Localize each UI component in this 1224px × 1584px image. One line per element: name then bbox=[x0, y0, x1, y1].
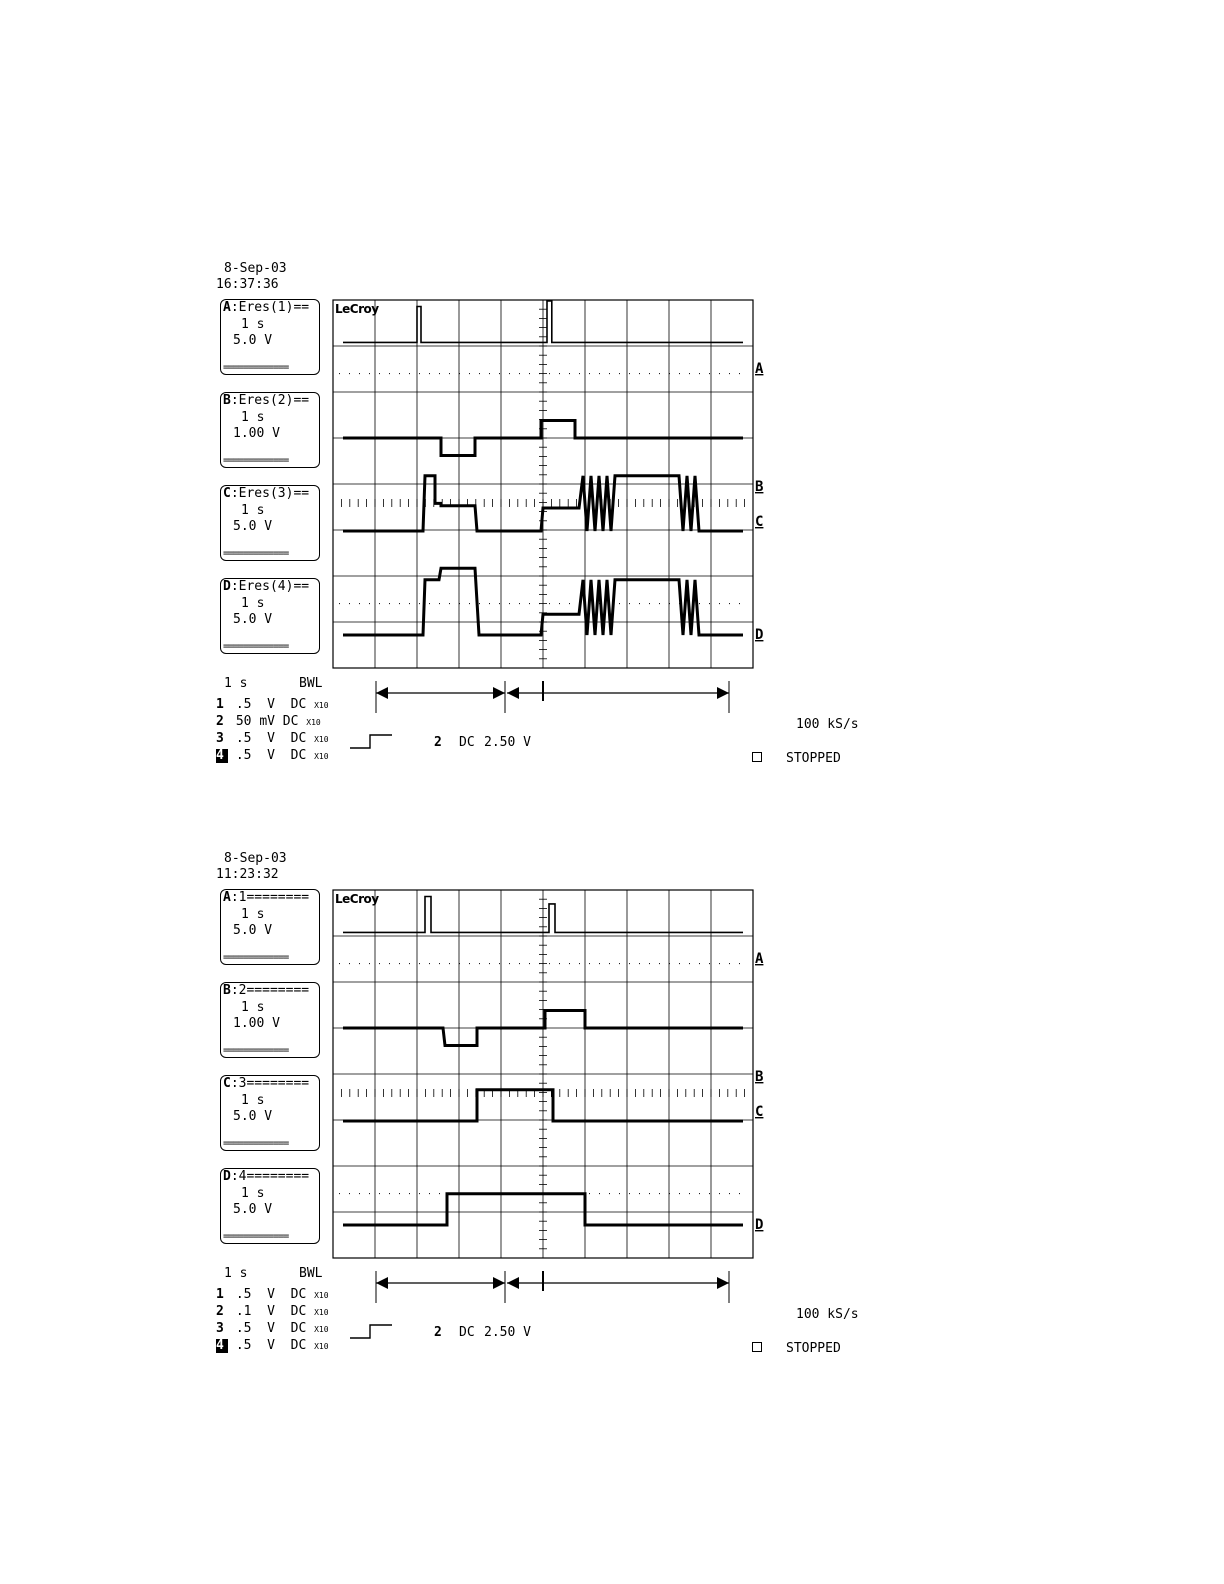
trigger-coupling: DC bbox=[459, 1325, 475, 1340]
trace-title: :2======== bbox=[230, 983, 310, 998]
sample-rate: 100 kS/s bbox=[796, 717, 859, 732]
trigger-edge-icon bbox=[350, 1325, 392, 1338]
status-indicator-icon bbox=[752, 1342, 762, 1352]
cursor-arrow-1-head-right bbox=[493, 1277, 505, 1289]
trace-timebase: 1 s bbox=[241, 907, 265, 922]
trace-id: A bbox=[223, 890, 231, 905]
channel-row-3: 3 .5 V DC X10 bbox=[216, 731, 329, 746]
trace-timebase: 1 s bbox=[241, 503, 265, 518]
trace-marker-c: C bbox=[755, 514, 764, 530]
trace-id: B bbox=[223, 393, 231, 408]
trace-marker-b: B bbox=[755, 1069, 764, 1085]
cursor-arrow-2-head-left bbox=[507, 1277, 519, 1289]
trace-marker-a: A bbox=[755, 361, 764, 377]
trace-id: D bbox=[223, 1169, 231, 1184]
channel-row-1: 1 .5 V DC X10 bbox=[216, 1287, 329, 1302]
trace-marker-b: B bbox=[755, 479, 764, 495]
channel-row-4: 4 .5 V DC X10 bbox=[216, 748, 329, 763]
trigger-channel: 2 bbox=[434, 1325, 442, 1340]
capture-date: 8-Sep-03 bbox=[224, 261, 287, 276]
bwl-readout: BWL bbox=[299, 676, 323, 691]
timebase-readout: 1 s bbox=[224, 676, 248, 691]
acquisition-status: STOPPED bbox=[786, 1341, 841, 1356]
scope-screen bbox=[0, 255, 1224, 795]
trace-title: :1======== bbox=[230, 890, 310, 905]
trace-id: A bbox=[223, 300, 231, 315]
trace-id: D bbox=[223, 579, 231, 594]
trace-marker-a: A bbox=[755, 951, 764, 967]
capture-time: 11:23:32 bbox=[216, 867, 279, 882]
trace-id: B bbox=[223, 983, 231, 998]
trace-timebase: 1 s bbox=[241, 1093, 265, 1108]
trace-marker-d: D bbox=[755, 627, 764, 643]
panel-divider: ============= bbox=[223, 1045, 289, 1056]
channel-row-2: 2 50 mV DC X10 bbox=[216, 714, 321, 729]
panel-divider: ============= bbox=[223, 952, 289, 963]
acquisition-status: STOPPED bbox=[786, 751, 841, 766]
cursor-arrow-2-head-right bbox=[717, 1277, 729, 1289]
timebase-readout: 1 s bbox=[224, 1266, 248, 1281]
capture-time: 16:37:36 bbox=[216, 277, 279, 292]
trace-timebase: 1 s bbox=[241, 410, 265, 425]
trace-scale: 1.00 V bbox=[233, 426, 280, 441]
cursor-arrow-2-head-right bbox=[717, 687, 729, 699]
cursor-arrow-1-head-right bbox=[493, 687, 505, 699]
cursor-arrow-1-head-left bbox=[376, 1277, 388, 1289]
trace-title: :Eres(2)== bbox=[230, 393, 310, 408]
trigger-channel: 2 bbox=[434, 735, 442, 750]
sample-rate: 100 kS/s bbox=[796, 1307, 859, 1322]
trace-title: :Eres(1)== bbox=[230, 300, 310, 315]
scope-screen bbox=[0, 845, 1224, 1385]
scope-capture-2 bbox=[0, 845, 1224, 1385]
trigger-coupling: DC bbox=[459, 735, 475, 750]
trace-scale: 5.0 V bbox=[233, 612, 273, 627]
trace-scale: 5.0 V bbox=[233, 519, 273, 534]
trigger-level: 2.50 V bbox=[484, 735, 531, 750]
trace-title: :Eres(4)== bbox=[230, 579, 310, 594]
panel-divider: ============= bbox=[223, 1231, 289, 1242]
scope-capture-1 bbox=[0, 255, 1224, 795]
channel-row-4: 4 .5 V DC X10 bbox=[216, 1338, 329, 1353]
trace-marker-d: D bbox=[755, 1217, 764, 1233]
trigger-edge-icon bbox=[350, 735, 392, 748]
trace-scale: 5.0 V bbox=[233, 1109, 273, 1124]
capture-date: 8-Sep-03 bbox=[224, 851, 287, 866]
trace-scale: 5.0 V bbox=[233, 1202, 273, 1217]
cursor-arrow-1-head-left bbox=[376, 687, 388, 699]
panel-divider: ============= bbox=[223, 641, 289, 652]
lecroy-logo: LeCroy bbox=[335, 892, 379, 906]
panel-divider: ============= bbox=[223, 362, 289, 373]
trace-timebase: 1 s bbox=[241, 1186, 265, 1201]
panel-divider: ============= bbox=[223, 1138, 289, 1149]
trace-title: :Eres(3)== bbox=[230, 486, 310, 501]
trace-scale: 5.0 V bbox=[233, 333, 273, 348]
trace-id: C bbox=[223, 486, 231, 501]
trace-timebase: 1 s bbox=[241, 1000, 265, 1015]
channel-row-2: 2 .1 V DC X10 bbox=[216, 1304, 329, 1319]
channel-row-3: 3 .5 V DC X10 bbox=[216, 1321, 329, 1336]
panel-divider: ============= bbox=[223, 455, 289, 466]
trace-title: :4======== bbox=[230, 1169, 310, 1184]
trace-timebase: 1 s bbox=[241, 317, 265, 332]
trace-id: C bbox=[223, 1076, 231, 1091]
trace-title: :3======== bbox=[230, 1076, 310, 1091]
cursor-arrow-2-head-left bbox=[507, 687, 519, 699]
trigger-level: 2.50 V bbox=[484, 1325, 531, 1340]
panel-divider: ============= bbox=[223, 548, 289, 559]
bwl-readout: BWL bbox=[299, 1266, 323, 1281]
status-indicator-icon bbox=[752, 752, 762, 762]
trace-scale: 5.0 V bbox=[233, 923, 273, 938]
channel-row-1: 1 .5 V DC X10 bbox=[216, 697, 329, 712]
lecroy-logo: LeCroy bbox=[335, 302, 379, 316]
trace-timebase: 1 s bbox=[241, 596, 265, 611]
trace-scale: 1.00 V bbox=[233, 1016, 280, 1031]
trace-marker-c: C bbox=[755, 1104, 764, 1120]
